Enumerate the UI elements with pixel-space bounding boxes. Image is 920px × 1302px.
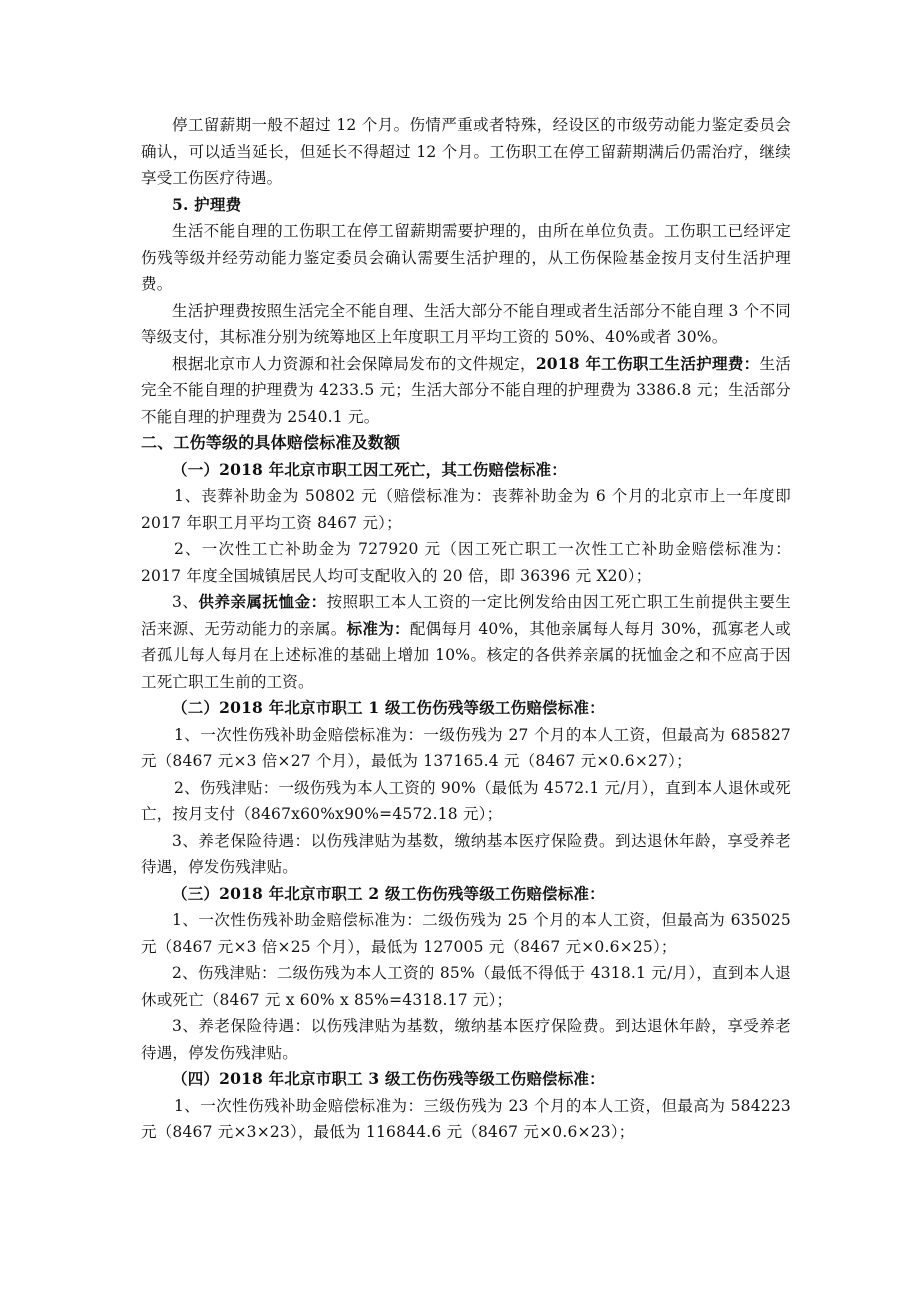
subheading-level-2: （三）2018 年北京市职工 2 级工伤伤残等级工伤赔偿标准： <box>172 883 605 903</box>
document-body <box>141 112 791 1146</box>
item-level1-pension: 3、养老保险待遇：以伤残津贴为基数，缴纳基本医疗保险费。到达退休年龄，享受养老待遇，停发伤残津贴。 <box>141 831 791 876</box>
paragraph-suspension-period: 停工留薪期一般不超过 12 个月。伤情严重或者特殊，经设区的市级劳动能力鉴定委员会确认，可以适当延长，但延长不得超过 12 个月。工伤职工在停工留薪期满后仍需治疗，继续享受工伤医疗待遇。 <box>141 116 791 187</box>
subheading-work-death: （一）2018 年北京市职工因工死亡，其工伤赔偿标准： <box>172 459 567 479</box>
nursing-2018-label: 2018 年工伤职工生活护理费： <box>535 353 760 373</box>
item-level2-allowance: 2、伤残津贴：二级伤残为本人工资的 85%（最低不得低于 4318.1 元/月），直到本人退休或死亡（8467 元 x 60% x 85%=4318.17 元）； <box>141 964 791 1009</box>
nursing-amounts-text: 生活完全不能自理的护理费为 4233.5 元；生活大部分不能自理的护理费为 3386.8 元；生活部分不能自理的护理费为 2540.1 元。 <box>141 354 791 426</box>
item-dependent-pension <box>141 589 791 695</box>
item-level1-lump-sum: 1、一次性伤残补助金赔偿标准为：一级伤残为 27 个月的本人工资，但最高为 685827 元（8467 元×3 倍×27 个月），最低为 137165.4 元（8467 元×0.6×27）； <box>141 725 791 770</box>
subheading-level-3: （四）2018 年北京市职工 3 级工伤伤残等级工伤赔偿标准： <box>172 1069 605 1088</box>
item-level2-pension: 3、养老保险待遇：以伤残津贴为基数，缴纳基本医疗保险费。到达退休年龄，享受养老待遇，停发伤残津贴。 <box>141 1017 791 1062</box>
item-level1-allowance: 2、伤残津贴：一级伤残为本人工资的 90%（最低为 4572.1 元/月），直到本人退休或死亡，按月支付（8467x60%x90%=4572.18 元）； <box>141 778 791 823</box>
item-funeral-allowance: 1、丧葬补助金为 50802 元（赔偿标准为：丧葬补助金为 6 个月的北京市上一年度即 2017 年职工月平均工资 8467 元）； <box>141 487 791 532</box>
item-number: 3、 <box>172 593 199 611</box>
paragraph-nursing-levels: 生活护理费按照生活完全不能自理、生活大部分不能自理或者生活部分不能自理 3 个不同等级支付，其标准分别为统筹地区上年度职工月平均工资的 50%、40%或者 30%。 <box>141 301 791 346</box>
dependent-pension-standard: 配偶每月 40%，其他亲属每人每月 30%，孤寡老人或者孤儿每人每月在上述标准的基础上增加 10%。核定的各供养亲属的抚恤金之和不应高于因工死亡职工生前的工资。 <box>141 619 791 691</box>
heading-nursing-fee: 5. 护理费 <box>172 194 242 214</box>
item-level2-lump-sum: 1、一次性伤残补助金赔偿标准为：二级伤残为 25 个月的本人工资，但最高为 635025 元（8467 元×3 倍×25 个月），最低为 127005 元（8467 元×0.6×25）； <box>141 911 791 956</box>
dependent-pension-label: 供养亲属抚恤金： <box>198 592 327 611</box>
standard-label: 标准为： <box>346 618 410 638</box>
item-death-lump-sum: 2、一次性工亡补助金为 727920 元（因工死亡职工一次性工亡补助金赔偿标准为：2017 年度全国城镇居民人均可支配收入的 20 倍，即 36396 元 X20）； <box>141 540 791 585</box>
nursing-intro-text: 根据北京市人力资源和社会保障局发布的文件规定， <box>172 354 536 373</box>
dependent-pension-text: 按照职工本人工资的一定比例发给由因工死亡职工生前提供主要生活来源、无劳动能力的亲属。 <box>141 593 791 638</box>
item-level3-lump-sum: 1、一次性伤残补助金赔偿标准为：三级伤残为 23 个月的本人工资，但最高为 584223 元（8467 元×3×23），最低为 116844.6 元（8467 元×0.6×23）； <box>141 1096 791 1141</box>
subheading-level-1: （二）2018 年北京市职工 1 级工伤伤残等级工伤赔偿标准： <box>172 698 605 717</box>
section-heading-compensation: 二、工伤等级的具体赔偿标准及数额 <box>141 433 401 452</box>
paragraph-nursing-amounts <box>141 351 791 431</box>
paragraph-nursing-responsibility: 生活不能自理的工伤职工在停工留薪期需要护理的，由所在单位负责。工伤职工已经评定伤残等级并经劳动能力鉴定委员会确认需要生活护理的，从工伤保险基金按月支付生活护理费。 <box>141 222 791 293</box>
